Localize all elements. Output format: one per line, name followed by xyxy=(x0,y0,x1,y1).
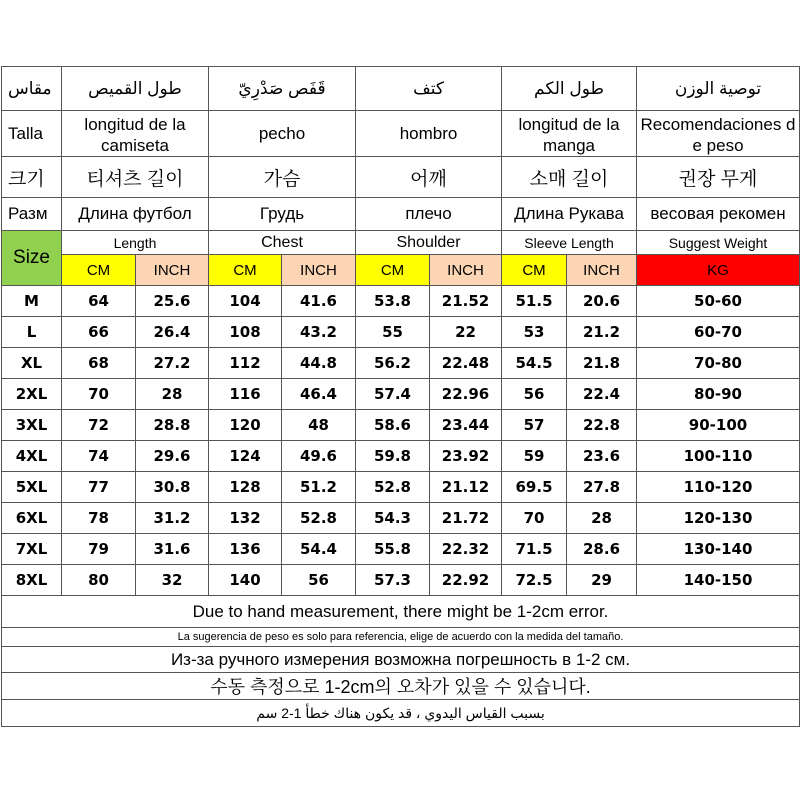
cell-chest-cm: 136 xyxy=(209,534,282,565)
cell-size: XL xyxy=(2,348,62,379)
cell-chest-inch: 51.2 xyxy=(282,472,356,503)
cell-chest-inch: 46.4 xyxy=(282,379,356,410)
cell-sleeve-cm: 51.5 xyxy=(502,286,567,317)
note-korean: 수동 측정으로 1-2cm의 오차가 있을 수 있습니다. xyxy=(2,673,800,700)
cell-chest-inch: 41.6 xyxy=(282,286,356,317)
header-size-ar: مقاس xyxy=(2,67,62,111)
cell-sleeve-inch: 22.4 xyxy=(567,379,637,410)
cell-shoulder-cm: 54.3 xyxy=(356,503,430,534)
unit-cm: CM xyxy=(502,255,567,286)
note-row-arabic xyxy=(2,700,800,727)
cell-length-inch: 30.8 xyxy=(136,472,209,503)
cell-weight: 50-60 xyxy=(637,286,800,317)
header-shoulder-en: Shoulder xyxy=(356,231,502,255)
header-weight-ru: весовая рекомен xyxy=(637,198,800,231)
cell-chest-cm: 120 xyxy=(209,410,282,441)
cell-shoulder-cm: 55.8 xyxy=(356,534,430,565)
cell-weight: 70-80 xyxy=(637,348,800,379)
header-length-ko: 티셔츠 길이 xyxy=(62,157,209,198)
table-row xyxy=(2,286,800,317)
cell-chest-cm: 132 xyxy=(209,503,282,534)
table-row xyxy=(2,410,800,441)
cell-length-inch: 26.4 xyxy=(136,317,209,348)
cell-sleeve-cm: 59 xyxy=(502,441,567,472)
cell-weight: 110-120 xyxy=(637,472,800,503)
cell-length-cm: 80 xyxy=(62,565,136,596)
cell-shoulder-inch: 21.72 xyxy=(430,503,502,534)
note-row-english xyxy=(2,596,800,628)
cell-length-cm: 64 xyxy=(62,286,136,317)
header-weight-ar: توصية الوزن xyxy=(637,67,800,111)
cell-length-inch: 25.6 xyxy=(136,286,209,317)
unit-cm: CM xyxy=(62,255,136,286)
cell-sleeve-cm: 71.5 xyxy=(502,534,567,565)
cell-sleeve-cm: 72.5 xyxy=(502,565,567,596)
table-row xyxy=(2,503,800,534)
cell-shoulder-cm: 57.4 xyxy=(356,379,430,410)
header-sleeve-ar: طول الكم xyxy=(502,67,637,111)
cell-length-cm: 79 xyxy=(62,534,136,565)
header-size-es: Talla xyxy=(2,111,62,157)
header-length-ar: طول القميص xyxy=(62,67,209,111)
cell-sleeve-cm: 70 xyxy=(502,503,567,534)
cell-shoulder-inch: 21.52 xyxy=(430,286,502,317)
cell-length-inch: 28.8 xyxy=(136,410,209,441)
size-data-body xyxy=(2,286,800,596)
cell-length-cm: 66 xyxy=(62,317,136,348)
header-shoulder-es: hombro xyxy=(356,111,502,157)
cell-chest-inch: 52.8 xyxy=(282,503,356,534)
header-chest-es: pecho xyxy=(209,111,356,157)
cell-size: M xyxy=(2,286,62,317)
cell-length-inch: 32 xyxy=(136,565,209,596)
header-length-es: longitud de la camiseta xyxy=(62,111,209,157)
cell-size: 3XL xyxy=(2,410,62,441)
cell-length-inch: 27.2 xyxy=(136,348,209,379)
cell-length-cm: 70 xyxy=(62,379,136,410)
unit-cm: CM xyxy=(209,255,282,286)
cell-sleeve-inch: 27.8 xyxy=(567,472,637,503)
note-english: Due to hand measurement, there might be 1-2cm error. xyxy=(2,596,800,628)
header-size-ru: Разм xyxy=(2,198,62,231)
header-chest-ar: قَفَص صَدْرِيّ xyxy=(209,67,356,111)
note-row-spanish xyxy=(2,628,800,647)
header-sleeve-es: longitud de la manga xyxy=(502,111,637,157)
cell-length-cm: 72 xyxy=(62,410,136,441)
cell-chest-cm: 104 xyxy=(209,286,282,317)
cell-sleeve-inch: 23.6 xyxy=(567,441,637,472)
cell-chest-cm: 128 xyxy=(209,472,282,503)
cell-length-inch: 28 xyxy=(136,379,209,410)
cell-shoulder-inch: 21.12 xyxy=(430,472,502,503)
cell-length-inch: 29.6 xyxy=(136,441,209,472)
header-row-arabic xyxy=(2,67,800,111)
unit-inch: INCH xyxy=(430,255,502,286)
cell-sleeve-inch: 28 xyxy=(567,503,637,534)
unit-cm: CM xyxy=(356,255,430,286)
header-shoulder-ko: 어깨 xyxy=(356,157,502,198)
unit-inch: INCH xyxy=(567,255,637,286)
note-spanish: La sugerencia de peso es solo para referencia, elige de acuerdo con la medida del tamaño. xyxy=(2,628,800,647)
cell-chest-inch: 49.6 xyxy=(282,441,356,472)
cell-shoulder-cm: 52.8 xyxy=(356,472,430,503)
cell-shoulder-inch: 22.96 xyxy=(430,379,502,410)
table-row xyxy=(2,472,800,503)
header-row-spanish xyxy=(2,111,800,157)
cell-length-cm: 68 xyxy=(62,348,136,379)
header-chest-ru: Грудь xyxy=(209,198,356,231)
size-header: Size xyxy=(2,231,62,286)
header-size-ko: 크기 xyxy=(2,157,62,198)
cell-length-cm: 78 xyxy=(62,503,136,534)
cell-chest-cm: 108 xyxy=(209,317,282,348)
cell-shoulder-cm: 53.8 xyxy=(356,286,430,317)
cell-size: 7XL xyxy=(2,534,62,565)
unit-row xyxy=(2,255,800,286)
unit-kg: KG xyxy=(637,255,800,286)
header-length-ru: Длина футбол xyxy=(62,198,209,231)
header-row-english xyxy=(2,231,800,255)
cell-weight: 80-90 xyxy=(637,379,800,410)
cell-length-cm: 77 xyxy=(62,472,136,503)
header-weight-ko: 권장 무게 xyxy=(637,157,800,198)
header-sleeve-ru: Длина Рукава xyxy=(502,198,637,231)
cell-shoulder-cm: 59.8 xyxy=(356,441,430,472)
cell-sleeve-inch: 20.6 xyxy=(567,286,637,317)
cell-shoulder-inch: 23.92 xyxy=(430,441,502,472)
cell-shoulder-inch: 22.92 xyxy=(430,565,502,596)
cell-weight: 120-130 xyxy=(637,503,800,534)
cell-length-cm: 74 xyxy=(62,441,136,472)
cell-size: 4XL xyxy=(2,441,62,472)
table-row xyxy=(2,565,800,596)
header-row-russian xyxy=(2,198,800,231)
unit-inch: INCH xyxy=(282,255,356,286)
table-row xyxy=(2,348,800,379)
header-weight-es: Recomendaciones de peso xyxy=(637,111,800,157)
cell-sleeve-cm: 69.5 xyxy=(502,472,567,503)
unit-inch: INCH xyxy=(136,255,209,286)
cell-sleeve-inch: 21.2 xyxy=(567,317,637,348)
header-row-korean xyxy=(2,157,800,198)
cell-shoulder-cm: 58.6 xyxy=(356,410,430,441)
cell-sleeve-cm: 54.5 xyxy=(502,348,567,379)
cell-chest-cm: 140 xyxy=(209,565,282,596)
cell-chest-cm: 112 xyxy=(209,348,282,379)
cell-size: 2XL xyxy=(2,379,62,410)
cell-shoulder-inch: 22.48 xyxy=(430,348,502,379)
cell-shoulder-cm: 55 xyxy=(356,317,430,348)
header-weight-en: Suggest Weight xyxy=(637,231,800,255)
table-row xyxy=(2,534,800,565)
cell-chest-inch: 44.8 xyxy=(282,348,356,379)
cell-sleeve-inch: 28.6 xyxy=(567,534,637,565)
note-row-korean xyxy=(2,673,800,700)
cell-size: 8XL xyxy=(2,565,62,596)
cell-chest-inch: 48 xyxy=(282,410,356,441)
header-shoulder-ru: плечо xyxy=(356,198,502,231)
header-shoulder-ar: كتف xyxy=(356,67,502,111)
cell-sleeve-inch: 29 xyxy=(567,565,637,596)
size-chart-table xyxy=(1,66,800,727)
cell-size: 6XL xyxy=(2,503,62,534)
cell-weight: 60-70 xyxy=(637,317,800,348)
cell-chest-inch: 56 xyxy=(282,565,356,596)
cell-sleeve-inch: 22.8 xyxy=(567,410,637,441)
cell-length-inch: 31.6 xyxy=(136,534,209,565)
header-length-en: Length xyxy=(62,231,209,255)
cell-weight: 130-140 xyxy=(637,534,800,565)
cell-shoulder-cm: 57.3 xyxy=(356,565,430,596)
header-chest-en: Chest xyxy=(209,231,356,255)
cell-weight: 140-150 xyxy=(637,565,800,596)
cell-chest-cm: 124 xyxy=(209,441,282,472)
table-row xyxy=(2,379,800,410)
cell-size: 5XL xyxy=(2,472,62,503)
table-row xyxy=(2,441,800,472)
cell-shoulder-inch: 22.32 xyxy=(430,534,502,565)
cell-shoulder-inch: 22 xyxy=(430,317,502,348)
note-arabic: بسبب القياس اليدوي ، قد يكون هناك خطأ 1-2 سم xyxy=(2,700,800,727)
note-russian: Из-за ручного измерения возможна погрешность в 1-2 см. xyxy=(2,647,800,673)
cell-sleeve-cm: 56 xyxy=(502,379,567,410)
cell-chest-inch: 43.2 xyxy=(282,317,356,348)
cell-weight: 90-100 xyxy=(637,410,800,441)
header-chest-ko: 가슴 xyxy=(209,157,356,198)
cell-sleeve-cm: 57 xyxy=(502,410,567,441)
header-sleeve-ko: 소매 길이 xyxy=(502,157,637,198)
cell-shoulder-inch: 23.44 xyxy=(430,410,502,441)
note-row-russian xyxy=(2,647,800,673)
cell-sleeve-cm: 53 xyxy=(502,317,567,348)
cell-weight: 100-110 xyxy=(637,441,800,472)
header-sleeve-en: Sleeve Length xyxy=(502,231,637,255)
cell-chest-cm: 116 xyxy=(209,379,282,410)
cell-size: L xyxy=(2,317,62,348)
cell-chest-inch: 54.4 xyxy=(282,534,356,565)
table-row xyxy=(2,317,800,348)
cell-shoulder-cm: 56.2 xyxy=(356,348,430,379)
cell-sleeve-inch: 21.8 xyxy=(567,348,637,379)
cell-length-inch: 31.2 xyxy=(136,503,209,534)
